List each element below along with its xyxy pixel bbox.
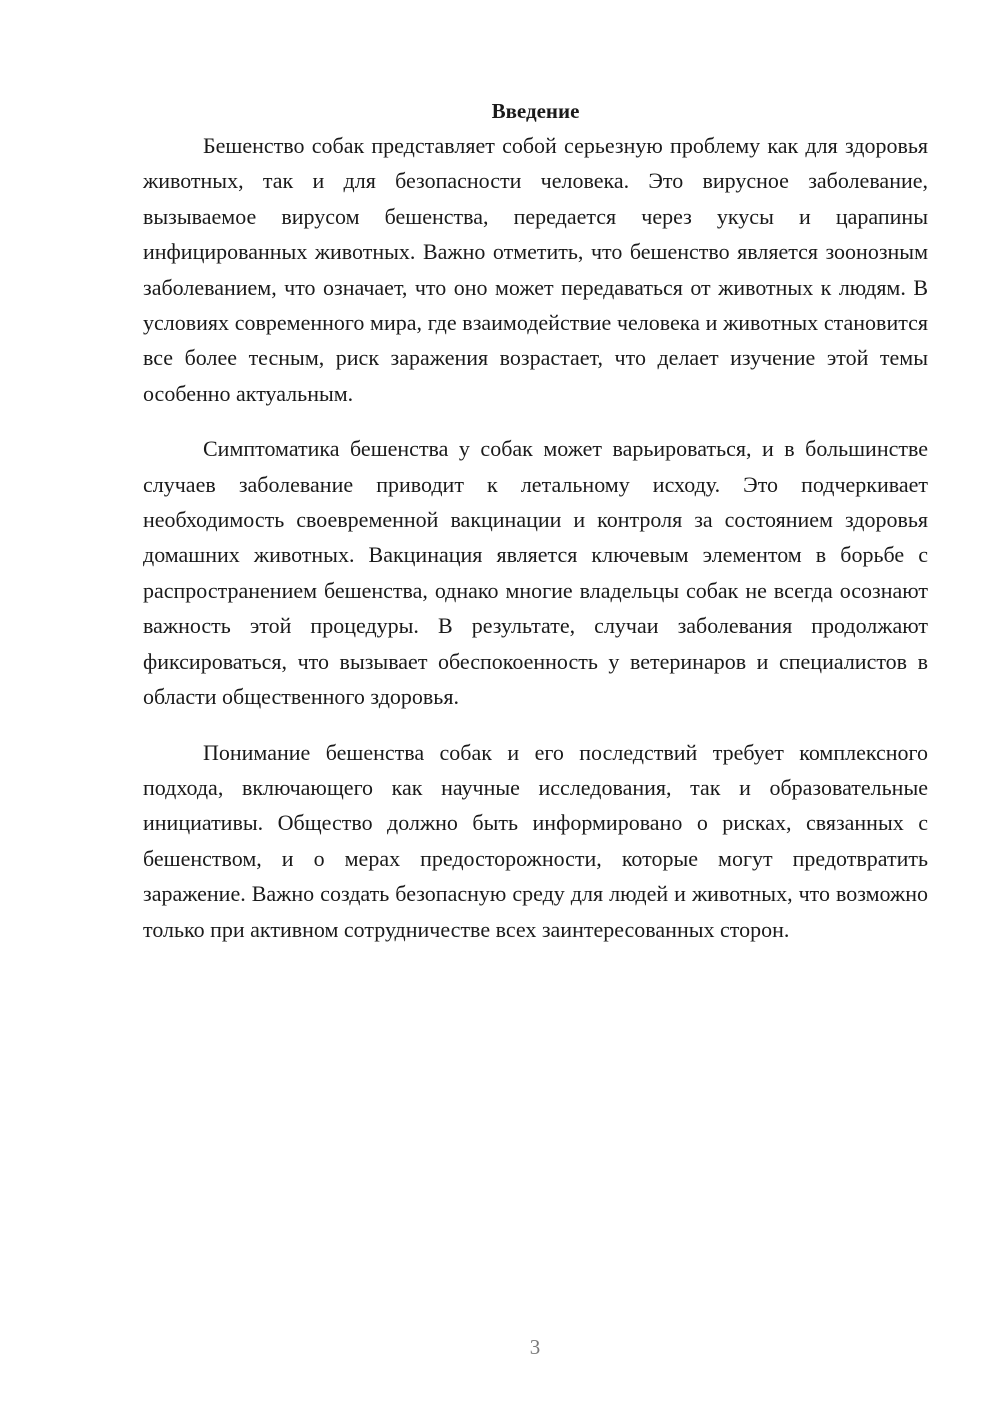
page-content: [143, 96, 928, 947]
paragraph-2: Симптоматика бешенства у собак может варьироваться, и в большинстве случаев заболевание приводит к летальному исходу. Это подчеркивает необходимость своевременной вакцинации и контроля за состоянием здоровья домашних животных. Вакцинация является ключевым элементом в борьбе с распространением бешенства, однако многие владельцы собак не всегда осознают важность этой процедуры. В результате, случаи заболевания продолжают фиксироваться, что вызывает обеспокоенность у ветеринаров и специалистов в области общественного здоровья.: [143, 436, 928, 710]
paragraph-1: Бешенство собак представляет собой серьезную проблему как для здоровья животных, так и для безопасности человека. Это вирусное заболевание, вызываемое вирусом бешенства, передается через укусы и царапины инфицированных животных. Важно отметить, что бешенство является зоонозным заболеванием, что означает, что оно может передаваться от животных к людям. В условиях современного мира, где взаимодействие человека и животных становится все более тесным, риск заражения возрастает, что делает изучение этой темы особенно актуальным.: [143, 133, 928, 406]
paragraph-3: Понимание бешенства собак и его последствий требует комплексного подхода, включающего как научные исследования, так и образовательные инициативы. Общество должно быть информировано о рисках, связанных с бешенством, и о мерах предосторожности, которые могут предотвратить заражение. Важно создать безопасную среду для людей и животных, что возможно только при активном сотрудничестве всех заинтересованных сторон.: [143, 739, 928, 942]
page-number: 3: [529, 1335, 541, 1359]
section-heading: Введение: [491, 99, 580, 123]
